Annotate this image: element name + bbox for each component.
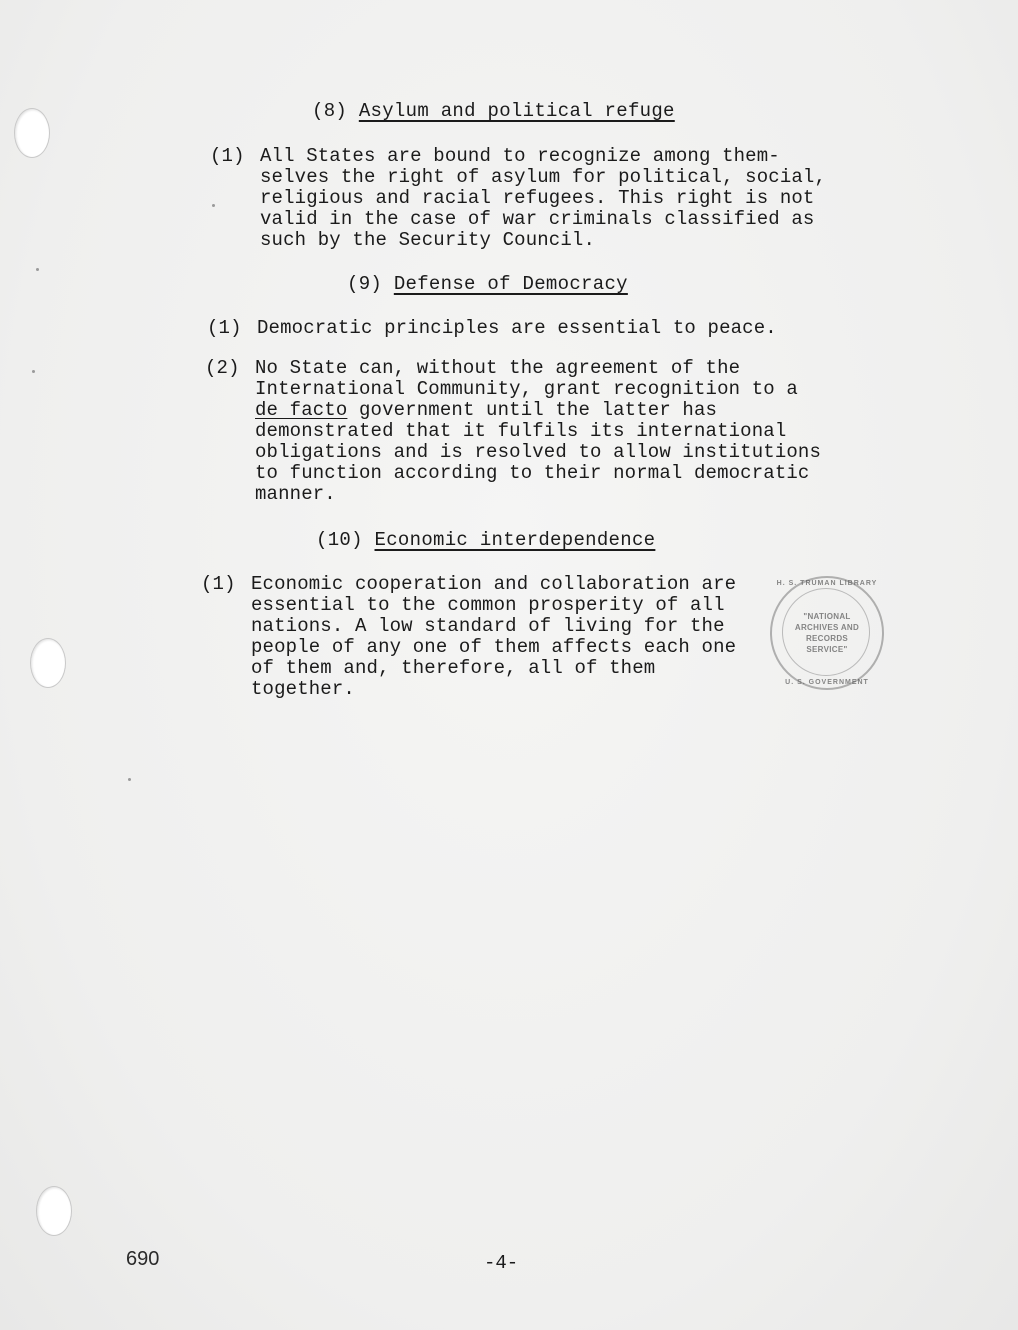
section-number: (9) [347, 273, 383, 295]
page-number: -4- [484, 1252, 519, 1274]
paragraph-line: demonstrated that it fulfils its international [255, 420, 787, 442]
paragraph-line: No State can, without the agreement of the [255, 357, 741, 379]
section-heading-8 [312, 100, 675, 122]
paragraph-line: nations. A low standard of living for the [251, 615, 725, 637]
section-title: Asylum and political refuge [358, 100, 675, 122]
paragraph-line: to function according to their normal democratic [255, 462, 810, 484]
paragraph-number: (1) [210, 145, 245, 167]
stamp-text-line: "NATIONAL [803, 612, 851, 621]
paragraph-line: religious and racial refugees. This right is not [260, 187, 815, 209]
section-number: (8) [312, 100, 348, 122]
paragraph-line: manner. [255, 483, 336, 505]
paragraph-number: (2) [205, 357, 240, 379]
underlined-phrase: de facto [255, 399, 348, 421]
paragraph-line: together. [251, 678, 355, 700]
paragraph-line: International Community, grant recognition to a [255, 378, 798, 400]
paragraph-line: Economic cooperation and collaboration are [251, 573, 737, 595]
paragraph-line-rest: government until the latter has [347, 399, 718, 421]
archive-stamp [770, 576, 884, 690]
paragraph-line: Democratic principles are essential to peace. [257, 317, 777, 339]
paragraph-line: valid in the case of war criminals classified as [260, 208, 815, 230]
punch-hole-top [14, 108, 50, 158]
paragraph-line: of them and, therefore, all of them [251, 657, 656, 679]
stamp-text-line: ARCHIVES AND [794, 623, 860, 632]
paragraph-line: selves the right of asylum for political, social, [260, 166, 827, 188]
paragraph-line-defacto [255, 400, 821, 421]
stamp-ring-top-text: H. S. TRUMAN LIBRARY [776, 580, 878, 587]
punch-hole-middle [30, 638, 66, 688]
paragraph-line: such by the Security Council. [260, 229, 596, 251]
paragraph-line: essential to the common prosperity of all [251, 594, 725, 616]
document-number: 690 [126, 1248, 160, 1270]
stamp-text-line: RECORDS [805, 634, 849, 643]
section-title: Economic interdependence [374, 529, 656, 551]
punch-hole-bottom [36, 1186, 72, 1236]
section-number: (10) [316, 529, 363, 551]
section-heading-10 [316, 529, 655, 551]
stamp-inner-ring [782, 588, 870, 676]
paragraph-line: All States are bound to recognize among them- [260, 145, 780, 167]
paragraph-line: obligations and is resolved to allow institutions [255, 441, 822, 463]
ink-speck [212, 204, 215, 207]
section-heading-9 [347, 273, 628, 295]
section-title: Defense of Democracy [393, 273, 628, 295]
stamp-ring-bottom-text: U. S. GOVERNMENT [785, 679, 869, 686]
ink-speck [32, 370, 35, 373]
paragraph-line: people of any one of them affects each one [251, 636, 737, 658]
stamp-text-line: SERVICE" [806, 645, 848, 654]
paragraph-number: (1) [207, 317, 242, 339]
ink-speck [36, 268, 39, 271]
ink-speck [128, 778, 131, 781]
paragraph-number: (1) [201, 573, 236, 595]
